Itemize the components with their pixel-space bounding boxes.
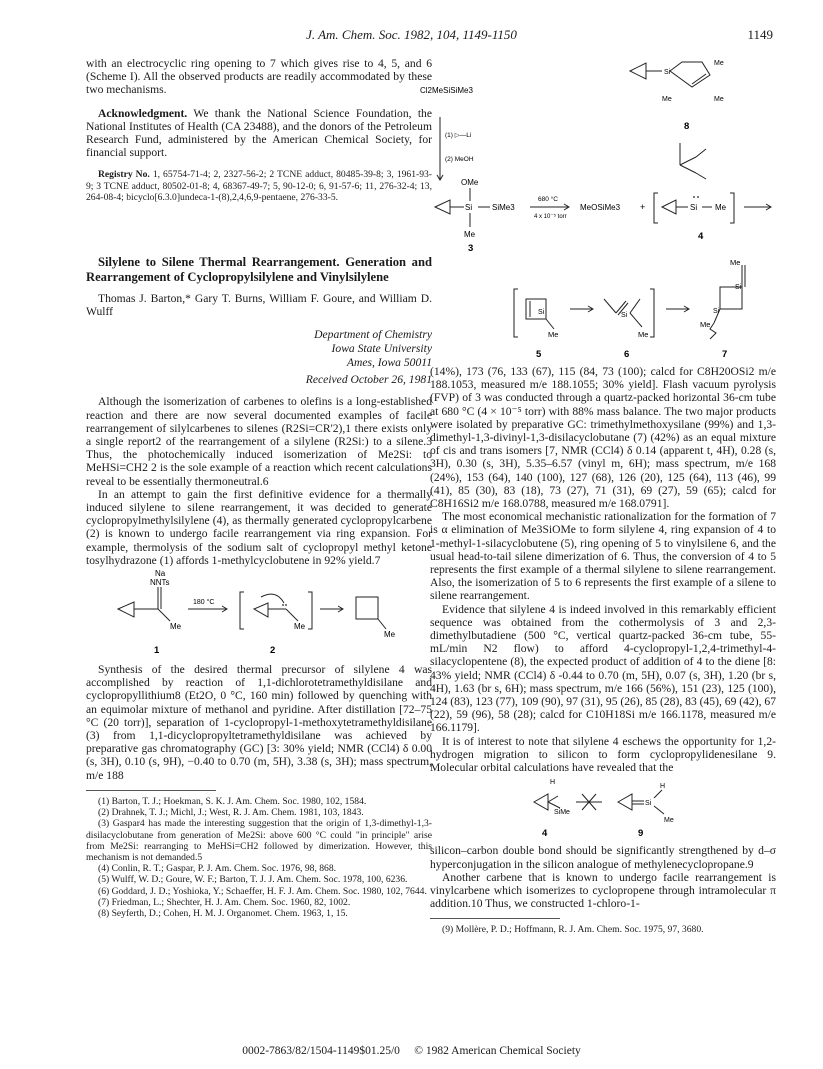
methyl-label: Me [638, 330, 649, 339]
temperature-label: 680 °C [538, 196, 558, 203]
footnote-rule [86, 790, 216, 791]
received-date: Received October 26, 1981 [305, 373, 432, 387]
footnote: (7) Friedman, L.; Shechter, H. J. Am. Chem. Soc. 1960, 82, 1002. [98, 896, 351, 908]
hydrogen-label: H [550, 779, 556, 787]
compound-2-label: 2 [270, 645, 276, 657]
right-column [420, 57, 776, 936]
scheme-2-drawing [420, 57, 776, 257]
journal-reference: J. Am. Chem. Soc. 1982, 104, 1149-1150 [306, 27, 517, 42]
scheme-pyrolysis [420, 57, 776, 257]
registry-numbers [86, 169, 432, 203]
compound-4-label: 4 [542, 828, 548, 840]
affiliation-block [86, 328, 432, 386]
footnote: (9) Mollère, P. D.; Hoffmann, R. J. Am. Chem. Soc. 1975, 97, 3680. [442, 924, 704, 936]
footnote: (2) Drahnek, T. J.; Michl, J.; West, R. J. Am. Chem. 1981, 103, 1843. [98, 807, 364, 819]
copyright-code: 0002-7863/82/1504-1149$01.25/0 [242, 1045, 400, 1057]
methyl-label: Me [730, 258, 741, 267]
affiliation-line: Ames, Iowa 50011 [346, 355, 432, 369]
ack-text: We thank the National Science Foundation, the National Institutes of Health (CA 23488), and the donors of the Petroleum Research Fund, administered by the American Chemical Society, for financial support. [86, 106, 432, 160]
reagent-label: Cl2MeSiSiMe3 [420, 86, 473, 95]
article-authors: Thomas J. Barton,* Gary T. Burns, William F. Goure, and William D. Wulff [86, 292, 432, 319]
compound-6-label: 6 [624, 349, 630, 360]
body-paragraph: Another carbene that is known to undergo facile rearrangement is vinylcarbene which isomerizes to cyclopropene through intramolecular π addition.10 Thus, we constructed 1-chloro-1- [430, 870, 776, 911]
silicon-label: Si [621, 312, 628, 319]
methyl-label: Me [548, 330, 559, 339]
article-title: Silylene to Silene Thermal Rearrangement. Generation and Rearrangement of Cyclopropylsilylene and Vinylsilylene [86, 255, 432, 284]
compound-5-label: 5 [536, 349, 542, 360]
methyl-label: Me [662, 96, 672, 103]
trimethylsilyl-label: SiMe3 [492, 203, 515, 212]
body-paragraph: The most economical mechanistic rationalization for the formation of 7 is α elimination of Me3SiOMe to form silylene 4, ring expansion of 4 to 1-methyl-1-silacyclobutene (5), ring opening of 5 to vinylsilene 6, and the usual head-to-tail silene dimerization of 6. Thus, the conversion of 4 to 5 represents the first example of a thermal silylene to silene rearrangement. Also, the isomerization of 5 to 6 represents the first example of a silene to silene rearrangement. [430, 510, 776, 603]
compound-1-label: 1 [154, 645, 160, 657]
scheme-1-drawing [86, 567, 432, 663]
acknowledgment [86, 107, 432, 160]
methylsilyl-label: SiMe [554, 809, 570, 817]
step-1-label: (1) ▷—Li [445, 132, 472, 139]
footnote: (4) Conlin, R. T.; Gaspar, P. J. Am. Chem. Soc. 1976, 98, 868. [98, 863, 337, 875]
scheme-4-drawing [430, 774, 776, 844]
scheme-hydrogen-migration [430, 774, 776, 844]
affiliation-line: Department of Chemistry [314, 328, 432, 342]
compound-7-label: 7 [722, 349, 728, 360]
body-paragraph: (14%), 173 (76, 133 (67), 115 (84, 73 (100); calcd for C8H20OSi2 m/e 188.1053, measured m/e 188.1055; 30% yield]. Flash vacuum pyrolysis (FVP) of 3 was conducted through a quartz-packed horizontal 36-cm tube at 680 °C (4 × 10⁻⁵ torr) with 88% mass balance. The two major products were isolated by preparative GC: trimethylmethoxysilane (99%) and 1,3-dimethyl-1,3-divinyl-1,3-disilacyclobutane (7) (42%) as an equal mixture of cis and trans isomers [7, NMR (CCl4) δ 0.14 (apparent t, 4H), 0.28 (s, 3H), 0.30 (s, 3H), 5.35–6.57 (vinyl m, 6H); mass spectrum, m/e 168 (24%), 153 (64), 140 (100), 127 (68), 126 (20), 125 (64), 113 (46), 99 (41), 85 (30), 83 (18), 73 (27), 71 (31), 69 (27), 59 (65); calcd for C8H16Si2 m/e 168.0788, measured m/e 168.0791]. [430, 365, 776, 511]
silicon-label: Si [538, 309, 545, 316]
methyl-label: Me [294, 622, 306, 632]
methoxy-label: OMe [461, 178, 479, 187]
compound-8-label: 8 [684, 121, 690, 132]
affiliation-line: Iowa State University [331, 342, 432, 356]
left-column [86, 57, 432, 919]
methyl-label: Me [664, 817, 674, 825]
temperature-label: 180 °C [193, 599, 215, 607]
silicon-label: Si [690, 203, 698, 212]
methyl-label: Me [714, 96, 724, 103]
page-number: 1149 [747, 27, 773, 42]
byproduct-label: MeOSiMe3 [580, 203, 621, 212]
compound-4-label: 4 [698, 231, 704, 242]
plus-sign: + [640, 202, 646, 212]
silicon-label: Si [645, 800, 652, 808]
body-paragraph: Evidence that silylene 4 is indeed involved in this remarkably efficient sequence was obtained from the cothermolysis of 3 and 2,3-dimethylbutadiene (500 °C, vertical quartz-packed 36-cm tube, 55-mL/min N2 flow) to afford 4-cyclopropyl-1,2,4-trimethyl-4-silacyclopentene (8), the expected product of addition of 4 to the diene [8: 43% yield; NMR (CCl4) δ -0.44 to 0.70 (m, 5H), 0.07 (s, 3H), 1.20 (br s, 4H), 1.63 (br s, 6H); mass spectrum, m/e 166 (56%), 151 (23), 125 (100), 124 (83), 123 (77), 109 (90), 97 (31), 95 (26), 85 (28), 83 (45), 69 (42), 67 (22), 59 (96), 58 (28); calcd for C10H18Si m/e 166.1178, measured m/e 166.1179]. [430, 602, 776, 735]
methyl-label: Me [715, 203, 727, 212]
silicon-label: Si [465, 203, 473, 212]
silicon-label: Si [713, 308, 720, 315]
footnote: (8) Seyferth, D.; Cohen, H. M. J. Organomet. Chem. 1963, 1, 15. [98, 907, 348, 919]
scheme-rearrangement [430, 257, 776, 365]
footnotes [86, 796, 432, 919]
sodium-label: Na [155, 569, 166, 579]
footnote: (6) Goddard, J. D.; Yoshioka, Y.; Schaeffer, H. F. J. Am. Chem. Soc. 1980, 102, 7644. [98, 885, 427, 897]
footnotes-right [430, 924, 776, 935]
methyl-label: Me [700, 320, 711, 329]
registry-heading: Registry No. [98, 169, 150, 181]
compound-9-label: 9 [638, 828, 644, 840]
methyl-label: Me [464, 230, 476, 239]
ack-heading: Acknowledgment. [98, 106, 188, 120]
scheme-cyclopropylcarbene [86, 567, 432, 663]
body-paragraph: Synthesis of the desired thermal precursor of silylene 4 was accomplished by reaction of 1,1-dichlorotetramethyldisilane and cyclopropyllithium8 (Et2O, 0 °C, 160 min) followed by quenching with an equimolar mixture of methanol and pyridine. After distillation [72–75 °C (20 torr)], separation of 1-cyclopropyl-1-methoxytetramethyldisilane (3) from 1,1-dicyclopropyltetramethyldisilane was achieved by preparative gas chromatography (GC) [3: 30% yield; NMR (CCl4) δ 0.00 (s, 3H), 0.10 (s, 9H), −0.40 to 0.70 (m, 5H), 3.38 (s, 3H); mass spectrum, m/e 188 [86, 663, 432, 782]
step-2-label: (2) MeOH [445, 156, 474, 163]
footnote: (5) Wulff, W. D.; Goure, W. F.; Barton, T. J. J. Am. Chem. Soc. 1978, 100, 6236. [98, 874, 408, 886]
registry-text: 1, 65754-71-4; 2, 2327-56-2; 2 TCNE adduct, 80485-39-8; 3, 1961-93-9; 3 TCNE adduct, 80502-01-8; 4, 68367-49-7; 5, 90-12-0; 6, 91-57-6; 11, 276-32-4; 13, 264-08-4; bicyclo[6.3.0]undeca-1-(8),2,4,6,9-pentaene, 276-33-5. [86, 169, 432, 203]
copyright-notice: © 1982 American Chemical Society [414, 1045, 581, 1057]
body-paragraph: It is of interest to note that silylene 4 eschews the opportunity for 1,2-hydrogen migration to silicon to form cyclopropylidenesilane 9. Molecular orbital calculations have revealed that the [430, 734, 776, 775]
page-footer [0, 1045, 823, 1057]
running-header [0, 27, 823, 45]
methyl-label: Me [170, 622, 182, 632]
nnts-label: NNTs [150, 578, 170, 588]
intro-paragraph: with an electrocyclic ring opening to 7 which gives rise to 4, 5, and 6 (Scheme I). All the observed products are readily accommodated by these two mechanisms. [86, 57, 432, 97]
silicon-label: Si [664, 69, 671, 76]
methyl-label: Me [384, 630, 396, 640]
body-paragraph: Although the isomerization of carbenes to olefins is a long-established reaction and there are now several documented examples of facile rearrangement of silylcarbenes to silenes (R2Si=CR'2),1 there exists only a single report2 of the rearrangement of a silylene (R2Si:) to a silene.3 Thus, the photochemically induced isomerization of Me2Si: to MeHSi=CH2 2 is the sole example of a reaction which recent calculations reveal to be essentially thermoneutral.6 [86, 395, 432, 488]
hydrogen-label: H [660, 783, 666, 791]
silicon-label: Si [735, 284, 742, 291]
footnote: (1) Barton, T. J.; Hoekman, S. K. J. Am. Chem. Soc. 1980, 102, 1584. [98, 795, 367, 807]
scheme-3-drawing [430, 257, 776, 365]
methyl-label: Me [714, 60, 724, 67]
body-paragraph: silicon–carbon double bond should be significantly strengthened by d–σ hyperconjugation in the silicon analogue of methylenecyclopropane.9 [430, 844, 776, 871]
footnote-rule [430, 918, 560, 919]
compound-3-label: 3 [468, 243, 474, 254]
pressure-label: 4 x 10⁻⁵ torr [534, 214, 567, 220]
footnote: (3) Gaspar4 has made the interesting suggestion that the origin of 1,3-dimethyl-1,3-disilacyclobutane from generation of Me2Si: above 600 °C could "in principle" arise from Me2Si: rearranging to MeHSi=CH2 followed by dimerization. However, this mechanism is not demanded.5 [86, 818, 432, 863]
body-paragraph: In an attempt to gain the first definitive evidence for a thermally induced silylene to silene rearrangement, it was decided to generate cyclopropylmethylsilylene (4), as thermally generated cyclopropylcarbene (2) is known to undergo facile rearrangement via ring expansion. For example, thermolysis of the sodium salt of cyclopropyl methyl ketone tosylhydrazone (1) affords 1-methylcyclobutene in 92% yield.7 [86, 487, 432, 567]
